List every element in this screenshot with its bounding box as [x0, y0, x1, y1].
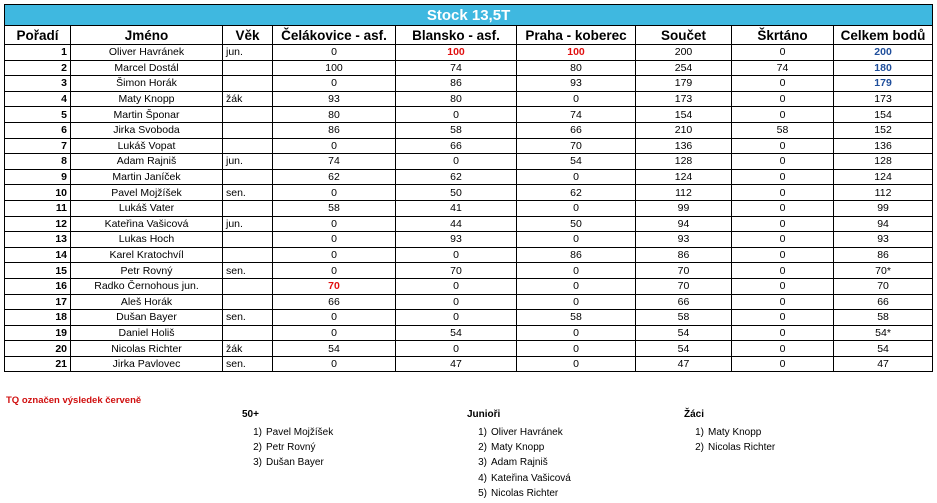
- name-cell: Kateřina Vašicová: [71, 216, 223, 232]
- sum-cell: 86: [636, 247, 732, 263]
- table-row: [5, 76, 933, 92]
- name-cell: Aleš Horák: [71, 294, 223, 310]
- sum-cell: 54: [636, 341, 732, 357]
- name-cell: Maty Knopp: [71, 91, 223, 107]
- item-number: 3): [253, 457, 262, 469]
- category-item: [467, 486, 571, 501]
- name-cell: Radko Černohous jun.: [71, 278, 223, 294]
- table-row: [5, 185, 933, 201]
- category-item: [467, 440, 571, 455]
- praha-cell: 66: [517, 122, 636, 138]
- item-name: Petr Rovný: [266, 442, 316, 454]
- category-50plus: [242, 409, 333, 471]
- age-cell: [223, 200, 273, 216]
- praha-cell: 58: [517, 310, 636, 326]
- rank-cell: 15: [5, 263, 71, 279]
- category-title: Junioři: [467, 409, 501, 420]
- sum-cell: 173: [636, 91, 732, 107]
- rank-cell: 9: [5, 169, 71, 185]
- name-cell: Nicolas Richter: [71, 341, 223, 357]
- rank-cell: 12: [5, 216, 71, 232]
- celakovice-cell: 58: [273, 200, 396, 216]
- celakovice-cell: 0: [273, 325, 396, 341]
- total-cell: 173: [834, 91, 933, 107]
- table-row: [5, 232, 933, 248]
- sum-cell: 136: [636, 138, 732, 154]
- category-item: [242, 425, 333, 440]
- rank-cell: 18: [5, 310, 71, 326]
- rank-cell: 4: [5, 91, 71, 107]
- struck-cell: 0: [732, 310, 834, 326]
- age-cell: žák: [223, 91, 273, 107]
- header-sum: Součet: [636, 26, 732, 45]
- item-name: Maty Knopp: [708, 427, 762, 438]
- name-cell: Lukáš Vopat: [71, 138, 223, 154]
- celakovice-cell: 66: [273, 294, 396, 310]
- blansko-cell: 0: [396, 107, 517, 123]
- item-name: Pavel Mojžíšek: [266, 427, 334, 438]
- name-cell: Petr Rovný: [71, 263, 223, 279]
- header-celakovice: Čelákovice - asf.: [273, 26, 396, 45]
- rank-cell: 7: [5, 138, 71, 154]
- item-number: 1): [253, 427, 262, 438]
- name-cell: Jirka Pavlovec: [71, 356, 223, 372]
- blansko-cell: 66: [396, 138, 517, 154]
- name-cell: Martin Šponar: [71, 107, 223, 123]
- sum-cell: 66: [636, 294, 732, 310]
- blansko-cell: 93: [396, 232, 517, 248]
- celakovice-cell: 0: [273, 45, 396, 61]
- sum-cell: 93: [636, 232, 732, 248]
- rank-cell: 21: [5, 356, 71, 372]
- item-name: Kateřina Vašicová: [491, 472, 571, 484]
- table-row: [5, 138, 933, 154]
- blansko-cell: 62: [396, 169, 517, 185]
- sum-cell: 47: [636, 356, 732, 372]
- praha-cell: 50: [517, 216, 636, 232]
- rank-cell: 10: [5, 185, 71, 201]
- struck-cell: 0: [732, 45, 834, 61]
- item-number: 1): [695, 427, 704, 438]
- item-number: 5): [478, 487, 487, 499]
- rank-cell: 3: [5, 76, 71, 92]
- praha-cell: 0: [517, 200, 636, 216]
- blansko-cell: 0: [396, 278, 517, 294]
- item-number: 1): [478, 427, 487, 438]
- total-cell: 152: [834, 122, 933, 138]
- header-praha: Praha - koberec: [517, 26, 636, 45]
- praha-cell: 0: [517, 278, 636, 294]
- struck-cell: 0: [732, 356, 834, 372]
- celakovice-cell: 0: [273, 138, 396, 154]
- name-cell: Adam Rajniš: [71, 154, 223, 170]
- age-cell: jun.: [223, 45, 273, 61]
- age-cell: [223, 122, 273, 138]
- results-table: [4, 4, 933, 372]
- total-cell: 66: [834, 294, 933, 310]
- table-row: [5, 247, 933, 263]
- celakovice-cell: 80: [273, 107, 396, 123]
- age-cell: [223, 138, 273, 154]
- total-cell: 200: [834, 45, 933, 61]
- blansko-cell: 0: [396, 154, 517, 170]
- praha-cell: 0: [517, 169, 636, 185]
- table-row: [5, 216, 933, 232]
- total-cell: 47: [834, 356, 933, 372]
- name-cell: Dušan Bayer: [71, 310, 223, 326]
- rank-cell: 16: [5, 278, 71, 294]
- sum-cell: 54: [636, 325, 732, 341]
- sum-cell: 94: [636, 216, 732, 232]
- name-cell: Karel Kratochvíl: [71, 247, 223, 263]
- praha-cell: 0: [517, 263, 636, 279]
- total-cell: 180: [834, 60, 933, 76]
- category-list: [684, 425, 775, 455]
- struck-cell: 0: [732, 185, 834, 201]
- struck-cell: 0: [732, 200, 834, 216]
- name-cell: Daniel Holiš: [71, 325, 223, 341]
- praha-cell: 0: [517, 325, 636, 341]
- age-cell: sen.: [223, 263, 273, 279]
- item-number: 2): [695, 442, 704, 454]
- sum-cell: 99: [636, 200, 732, 216]
- age-cell: [223, 325, 273, 341]
- struck-cell: 0: [732, 325, 834, 341]
- total-cell: 70*: [834, 263, 933, 279]
- blansko-cell: 0: [396, 294, 517, 310]
- name-cell: Lukas Hoch: [71, 232, 223, 248]
- sum-cell: 112: [636, 185, 732, 201]
- celakovice-cell: 0: [273, 232, 396, 248]
- age-cell: jun.: [223, 216, 273, 232]
- item-number: 2): [253, 442, 262, 454]
- struck-cell: 0: [732, 263, 834, 279]
- item-name: Adam Rajniš: [491, 457, 548, 469]
- struck-cell: 0: [732, 341, 834, 357]
- struck-cell: 0: [732, 247, 834, 263]
- celakovice-cell: 0: [273, 356, 396, 372]
- table-row: [5, 154, 933, 170]
- sum-cell: 128: [636, 154, 732, 170]
- rank-cell: 6: [5, 122, 71, 138]
- sum-cell: 254: [636, 60, 732, 76]
- total-cell: 54*: [834, 325, 933, 341]
- total-cell: 112: [834, 185, 933, 201]
- age-cell: [223, 294, 273, 310]
- item-name: Nicolas Richter: [708, 442, 776, 454]
- category-item: [242, 440, 333, 455]
- age-cell: [223, 107, 273, 123]
- sum-cell: 70: [636, 263, 732, 279]
- item-number: 4): [478, 472, 487, 484]
- struck-cell: 0: [732, 107, 834, 123]
- header-rank: Pořadí: [5, 26, 71, 45]
- category-item: [467, 455, 571, 470]
- table-row: [5, 325, 933, 341]
- blansko-cell: 0: [396, 247, 517, 263]
- struck-cell: 0: [732, 232, 834, 248]
- table-row: [5, 45, 933, 61]
- header-total: Celkem bodů: [834, 26, 933, 45]
- blansko-cell: 100: [396, 45, 517, 61]
- total-cell: 54: [834, 341, 933, 357]
- item-name: Nicolas Richter: [491, 487, 559, 499]
- blansko-cell: 44: [396, 216, 517, 232]
- rank-cell: 5: [5, 107, 71, 123]
- age-cell: sen.: [223, 310, 273, 326]
- blansko-cell: 70: [396, 263, 517, 279]
- category-title: 50+: [242, 409, 259, 420]
- sum-cell: 124: [636, 169, 732, 185]
- struck-cell: 0: [732, 169, 834, 185]
- tq-note: TQ označen výsledek červeně: [6, 395, 142, 406]
- total-cell: 86: [834, 247, 933, 263]
- age-cell: žák: [223, 341, 273, 357]
- sum-cell: 58: [636, 310, 732, 326]
- struck-cell: 0: [732, 216, 834, 232]
- total-cell: 179: [834, 76, 933, 92]
- table-body: [5, 45, 933, 372]
- total-cell: 94: [834, 216, 933, 232]
- age-cell: [223, 76, 273, 92]
- rank-cell: 2: [5, 60, 71, 76]
- name-cell: Marcel Dostál: [71, 60, 223, 76]
- blansko-cell: 54: [396, 325, 517, 341]
- rank-cell: 8: [5, 154, 71, 170]
- blansko-cell: 50: [396, 185, 517, 201]
- age-cell: sen.: [223, 185, 273, 201]
- celakovice-cell: 70: [273, 278, 396, 294]
- name-cell: Jirka Svoboda: [71, 122, 223, 138]
- celakovice-cell: 62: [273, 169, 396, 185]
- blansko-cell: 74: [396, 60, 517, 76]
- category-item: [467, 471, 571, 486]
- rank-cell: 11: [5, 200, 71, 216]
- name-cell: Pavel Mojžíšek: [71, 185, 223, 201]
- age-cell: sen.: [223, 356, 273, 372]
- rank-cell: 14: [5, 247, 71, 263]
- category-item: [684, 440, 775, 455]
- age-cell: [223, 60, 273, 76]
- header-blansko: Blansko - asf.: [396, 26, 517, 45]
- struck-cell: 0: [732, 294, 834, 310]
- praha-cell: 0: [517, 232, 636, 248]
- header-struck: Škrtáno: [732, 26, 834, 45]
- celakovice-cell: 0: [273, 247, 396, 263]
- table-title: Stock 13,5T: [5, 5, 933, 26]
- struck-cell: 0: [732, 278, 834, 294]
- table-row: [5, 263, 933, 279]
- celakovice-cell: 0: [273, 216, 396, 232]
- total-cell: 70: [834, 278, 933, 294]
- category-item: [242, 455, 333, 470]
- sum-cell: 179: [636, 76, 732, 92]
- table-row: [5, 356, 933, 372]
- table-row: [5, 60, 933, 76]
- sum-cell: 70: [636, 278, 732, 294]
- age-cell: [223, 232, 273, 248]
- rank-cell: 20: [5, 341, 71, 357]
- sum-cell: 200: [636, 45, 732, 61]
- celakovice-cell: 86: [273, 122, 396, 138]
- celakovice-cell: 0: [273, 76, 396, 92]
- category-pupils: [684, 409, 775, 455]
- praha-cell: 74: [517, 107, 636, 123]
- name-cell: Lukáš Vater: [71, 200, 223, 216]
- blansko-cell: 86: [396, 76, 517, 92]
- table-row: [5, 107, 933, 123]
- table-row: [5, 294, 933, 310]
- rank-cell: 19: [5, 325, 71, 341]
- sum-cell: 210: [636, 122, 732, 138]
- struck-cell: 0: [732, 138, 834, 154]
- praha-cell: 0: [517, 91, 636, 107]
- age-cell: [223, 247, 273, 263]
- celakovice-cell: 0: [273, 185, 396, 201]
- item-name: Oliver Havránek: [491, 427, 563, 438]
- category-list: [467, 425, 571, 501]
- celakovice-cell: 0: [273, 310, 396, 326]
- table-row: [5, 200, 933, 216]
- item-name: Dušan Bayer: [266, 457, 324, 469]
- blansko-cell: 0: [396, 310, 517, 326]
- table-row: [5, 310, 933, 326]
- item-number: 2): [478, 442, 487, 454]
- blansko-cell: 47: [396, 356, 517, 372]
- table-row: [5, 122, 933, 138]
- praha-cell: 86: [517, 247, 636, 263]
- praha-cell: 80: [517, 60, 636, 76]
- praha-cell: 0: [517, 356, 636, 372]
- total-cell: 58: [834, 310, 933, 326]
- header-row: [5, 26, 933, 45]
- age-cell: [223, 278, 273, 294]
- praha-cell: 70: [517, 138, 636, 154]
- struck-cell: 74: [732, 60, 834, 76]
- category-list: [242, 425, 333, 471]
- praha-cell: 54: [517, 154, 636, 170]
- celakovice-cell: 54: [273, 341, 396, 357]
- age-cell: jun.: [223, 154, 273, 170]
- praha-cell: 93: [517, 76, 636, 92]
- name-cell: Oliver Havránek: [71, 45, 223, 61]
- total-cell: 154: [834, 107, 933, 123]
- celakovice-cell: 100: [273, 60, 396, 76]
- item-number: 3): [478, 457, 487, 469]
- name-cell: Martin Janíček: [71, 169, 223, 185]
- table-row: [5, 169, 933, 185]
- struck-cell: 0: [732, 76, 834, 92]
- praha-cell: 100: [517, 45, 636, 61]
- category-item: [684, 425, 775, 440]
- celakovice-cell: 93: [273, 91, 396, 107]
- struck-cell: 58: [732, 122, 834, 138]
- praha-cell: 0: [517, 341, 636, 357]
- blansko-cell: 41: [396, 200, 517, 216]
- category-title: Žáci: [684, 409, 705, 420]
- total-cell: 136: [834, 138, 933, 154]
- celakovice-cell: 0: [273, 263, 396, 279]
- name-cell: Šimon Horák: [71, 76, 223, 92]
- praha-cell: 62: [517, 185, 636, 201]
- blansko-cell: 80: [396, 91, 517, 107]
- sum-cell: 154: [636, 107, 732, 123]
- rank-cell: 1: [5, 45, 71, 61]
- table-row: [5, 341, 933, 357]
- table-row: [5, 278, 933, 294]
- total-cell: 128: [834, 154, 933, 170]
- rank-cell: 17: [5, 294, 71, 310]
- category-juniors: [467, 409, 571, 501]
- struck-cell: 0: [732, 91, 834, 107]
- header-age: Věk: [223, 26, 273, 45]
- total-cell: 99: [834, 200, 933, 216]
- rank-cell: 13: [5, 232, 71, 248]
- blansko-cell: 0: [396, 341, 517, 357]
- struck-cell: 0: [732, 154, 834, 170]
- blansko-cell: 58: [396, 122, 517, 138]
- total-cell: 93: [834, 232, 933, 248]
- category-item: [467, 425, 571, 440]
- item-name: Maty Knopp: [491, 442, 545, 454]
- celakovice-cell: 74: [273, 154, 396, 170]
- header-name: Jméno: [71, 26, 223, 45]
- table-row: [5, 91, 933, 107]
- total-cell: 124: [834, 169, 933, 185]
- age-cell: [223, 169, 273, 185]
- praha-cell: 0: [517, 294, 636, 310]
